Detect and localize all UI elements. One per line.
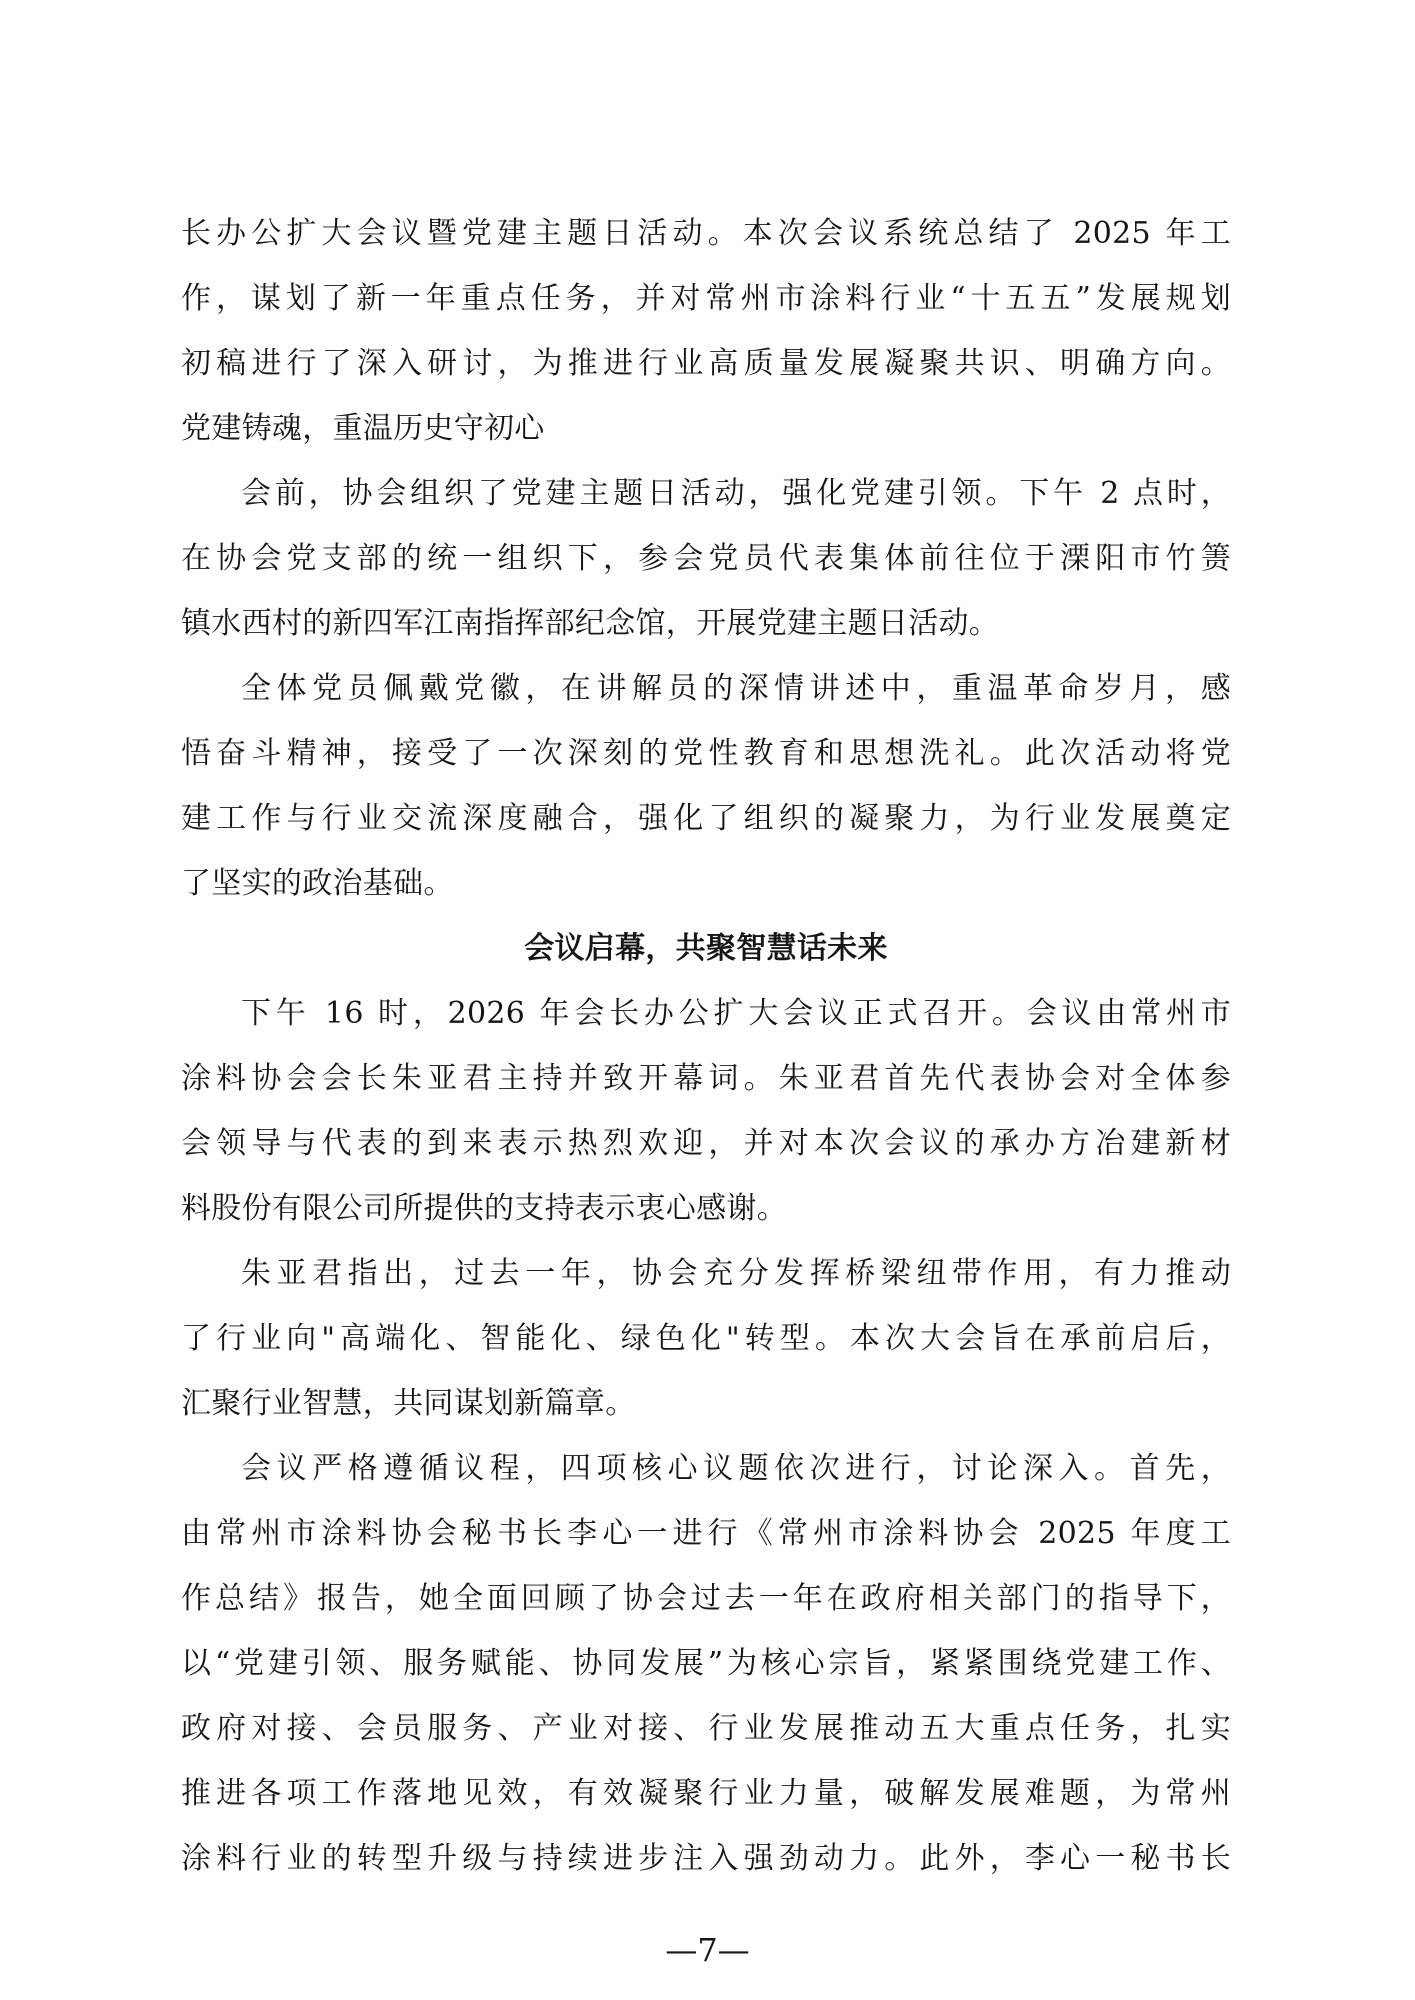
- paragraph-line: 以“党建引领、服务赋能、协同发展”为核心宗旨，紧紧围绕党建工作、: [181, 1646, 1231, 1681]
- paragraph-line: 长办公扩大会议暨党建主题日活动。本次会议系统总结了 2025 年工: [181, 216, 1231, 251]
- paragraph-line: 涂料协会会长朱亚君主持并致开幕词。朱亚君首先代表协会对全体参: [181, 1061, 1231, 1096]
- paragraph-line: 悟奋斗精神，接受了一次深刻的党性教育和思想洗礼。此次活动将党: [181, 736, 1231, 771]
- paragraph-line: 由常州市涂料协会秘书长李心一进行《常州市涂料协会 2025 年度工: [181, 1516, 1231, 1551]
- paragraph-line: 建工作与行业交流深度融合，强化了组织的凝聚力，为行业发展奠定: [181, 801, 1231, 836]
- paragraph-line: 了行业向"高端化、智能化、绿色化"转型。本次大会旨在承前启后，: [181, 1321, 1231, 1356]
- paragraph-line: 推进各项工作落地见效，有效凝聚行业力量，破解发展难题，为常州: [181, 1776, 1231, 1811]
- paragraph-line: 镇水西村的新四军江南指挥部纪念馆，开展党建主题日活动。: [181, 606, 1000, 641]
- paragraph-line: 会议严格遵循议程，四项核心议题依次进行，讨论深入。首先，: [241, 1451, 1231, 1486]
- paragraph-line: 作，谋划了新一年重点任务，并对常州市涂料行业“十五五”发展规划: [181, 281, 1231, 316]
- paragraph-line: 作总结》报告，她全面回顾了协会过去一年在政府相关部门的指导下，: [181, 1581, 1231, 1616]
- paragraph-line: 会领导与代表的到来表示热烈欢迎，并对本次会议的承办方冶建新材: [181, 1126, 1231, 1161]
- page-number: —7—: [665, 1931, 750, 1969]
- paragraph-line: 在协会党支部的统一组织下，参会党员代表集体前往位于溧阳市竹箦: [181, 541, 1231, 576]
- paragraph-line: 朱亚君指出，过去一年，协会充分发挥桥梁纽带作用，有力推动: [241, 1256, 1231, 1291]
- paragraph-line: 涂料行业的转型升级与持续进步注入强劲动力。此外，李心一秘书长: [181, 1841, 1231, 1876]
- section-subheading: 党建铸魂，重温历史守初心: [181, 411, 545, 446]
- section-heading: 会议启幕，共聚智慧话未来: [524, 931, 888, 966]
- paragraph-line: 汇聚行业智慧，共同谋划新篇章。: [181, 1386, 636, 1421]
- paragraph-line: 全体党员佩戴党徽，在讲解员的深情讲述中，重温革命岁月，感: [241, 671, 1231, 706]
- paragraph-line: 会前，协会组织了党建主题日活动，强化党建引领。下午 2 点时，: [241, 476, 1231, 511]
- paragraph-line: 初稿进行了深入研讨，为推进行业高质量发展凝聚共识、明确方向。: [181, 346, 1231, 381]
- paragraph-line: 了坚实的政治基础。: [181, 866, 454, 901]
- paragraph-line: 下午 16 时，2026 年会长办公扩大会议正式召开。会议由常州市: [241, 996, 1231, 1031]
- paragraph-line: 政府对接、会员服务、产业对接、行业发展推动五大重点任务，扎实: [181, 1711, 1231, 1746]
- paragraph-line: 料股份有限公司所提供的支持表示衷心感谢。: [181, 1191, 787, 1226]
